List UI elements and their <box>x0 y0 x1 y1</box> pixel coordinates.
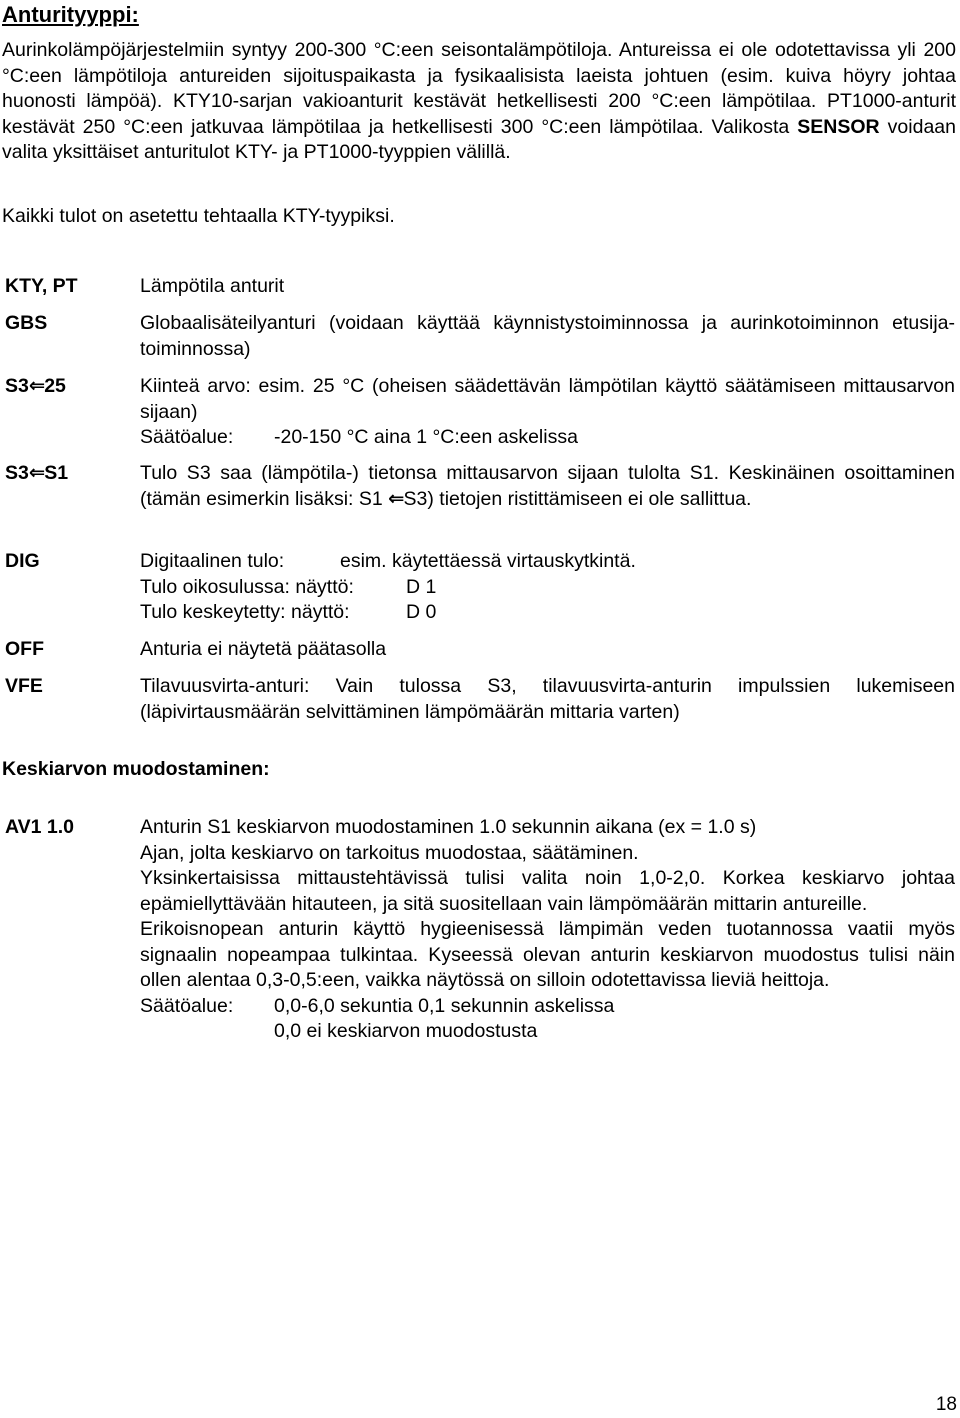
averaging-title: Keskiarvon muodostaminen: <box>2 758 270 780</box>
def-dig <box>140 549 955 626</box>
def-av1-p4: Erikoisnopean anturin käyttö hygieenisessä lämpimän veden tuotannossa vaatii myös signaalin nopeampaa tulkintaa. Kyseessä olevan anturin keskiarvon muodostus tulisi näin ollen alentaa 0,3-0,5:een, vaikka näytössä on silloin odotettavissa lieviä heittoja. <box>140 918 955 991</box>
def-av1-zero-value: 0,0 ei keskiarvon muodostusta <box>274 1020 538 1042</box>
term-gbs: GBS <box>5 312 48 334</box>
def-off-text: Anturia ei näytetä päätasolla <box>140 638 387 660</box>
term-off: OFF <box>5 638 44 660</box>
def-av1-range-label: Säätöalue: <box>140 994 234 1017</box>
def-dig-line3 <box>140 600 955 626</box>
def-av1-p6 <box>140 1019 955 1045</box>
section-title: Anturityyppi: <box>2 2 139 27</box>
def-dig-line3-value: D 0 <box>406 601 437 623</box>
page-number: 18 <box>935 1394 957 1415</box>
def-dig-line2 <box>140 575 955 601</box>
def-s3-s1-part1: Tulo S3 saa (lämpötila-) tietonsa mittausarvon sijaan tulolta S1. Keskinäinen osoittaminen (tämän esimerkin lisäksi: S1 <box>140 462 955 510</box>
def-dig-line2-value: D 1 <box>406 575 437 598</box>
term-s3-s1-b: S1 <box>44 462 69 484</box>
arrow-left-icon: ⇐ <box>28 462 45 484</box>
def-vfe-text: Tilavuusvirta-anturi: Vain tulossa S3, tilavuusvirta-anturin impulssien lukemiseen (läpivirtausmäärän selvittäminen lämpömäärän mittaria varten) <box>140 675 955 723</box>
def-gbs <box>140 311 955 362</box>
def-s3-s1-text <box>140 461 955 512</box>
term-s3-25-a: S3 <box>5 375 29 397</box>
def-s3-s1-part2: S3) tietojen ristittämiseen ei ole sallittua. <box>403 487 752 510</box>
intro-keyword: SENSOR <box>797 115 880 138</box>
term-av1: AV1 1.0 <box>5 816 75 838</box>
def-dig-line2-label: Tulo oikosulussa: näyttö: <box>140 575 354 598</box>
intro-text-1: Aurinkolämpöjärjestelmiin syntyy 200-300 °C:een seisontalämpötiloja. Antureissa ei ole odotettavissa yli 200 °C:een lämpötiloja antureiden sijoituspaikasta ja fysikaalisista laeista johtuen (esim. kuiva höyry johtaa huonosti lämpöä). KTY10-sarjan vakioanturit kestävät hetkellisesti 200 °C:een lämpötilaa. PT1000-anturit kestävät 250 °C:een jatkuvaa lämpötilaa ja hetkellisesti 300 °C:een lämpötilaa. Valikosta <box>2 39 956 138</box>
def-kty-pt-text: Lämpötila anturit <box>140 275 285 297</box>
factory-note: Kaikki tulot on asetettu tehtaalla KTY-tyypiksi. <box>2 205 395 227</box>
def-s3-25-range-value: -20-150 °C aina 1 °C:een askelissa <box>274 426 578 448</box>
def-dig-line1 <box>140 549 955 575</box>
def-av1 <box>140 815 955 1045</box>
term-vfe: VFE <box>5 675 43 697</box>
def-dig-line3-label: Tulo keskeytetty: näyttö: <box>140 601 350 623</box>
term-s3-s1 <box>5 461 68 487</box>
term-s3-25 <box>5 374 66 400</box>
def-dig-line1-label: Digitaalinen tulo: <box>140 550 285 572</box>
def-s3-25-line2 <box>140 425 955 451</box>
def-av1-p1: Anturin S1 keskiarvon muodostaminen 1.0 sekunnin aikana (ex = 1.0 s) <box>140 816 757 838</box>
intro-text-2: voidaan valita yksittäiset anturitulot KTY- ja PT1000-tyyppien välillä. <box>2 115 956 163</box>
def-av1-p5 <box>140 994 955 1020</box>
def-dig-line1-value: esim. käytettäessä virtauskytkintä. <box>340 550 636 572</box>
def-s3-s1 <box>140 461 955 512</box>
intro-paragraph <box>2 38 956 166</box>
term-s3-25-b: 25 <box>44 375 66 397</box>
term-s3-s1-a: S3 <box>5 462 29 484</box>
def-av1-p2: Ajan, jolta keskiarvo on tarkoitus muodostaa, säätäminen. <box>140 841 639 864</box>
def-s3-25-line1: Kiinteä arvo: esim. 25 °C (oheisen säädettävän lämpötilan käyttö säätämiseen mittausarvon sijaan) <box>140 375 955 423</box>
def-av1-p3: Yksinkertaisissa mittaustehtävissä tulisi valita noin 1,0-2,0. Korkea keskiarvo johtaa epämiellyttävään hitauteen, ja sitä suositellaan vain lämpömäärän mittarin antureille. <box>140 867 955 915</box>
term-kty-pt: KTY, PT <box>5 275 78 297</box>
arrow-left-icon: ⇐ <box>388 487 404 510</box>
arrow-left-icon: ⇐ <box>28 375 45 397</box>
def-av1-range-value: 0,0-6,0 sekuntia 0,1 sekunnin askelissa <box>274 994 615 1017</box>
def-s3-25-range-label: Säätöalue: <box>140 426 234 448</box>
def-kty-pt <box>140 274 955 300</box>
def-gbs-text: Globaalisäteilyanturi (voidaan käyttää käynnistystoiminnossa ja aurinkotoiminnon etusija-toiminnossa) <box>140 312 955 360</box>
def-s3-25 <box>140 374 955 451</box>
term-dig: DIG <box>5 550 40 572</box>
def-off <box>140 637 955 663</box>
def-vfe <box>140 674 955 725</box>
